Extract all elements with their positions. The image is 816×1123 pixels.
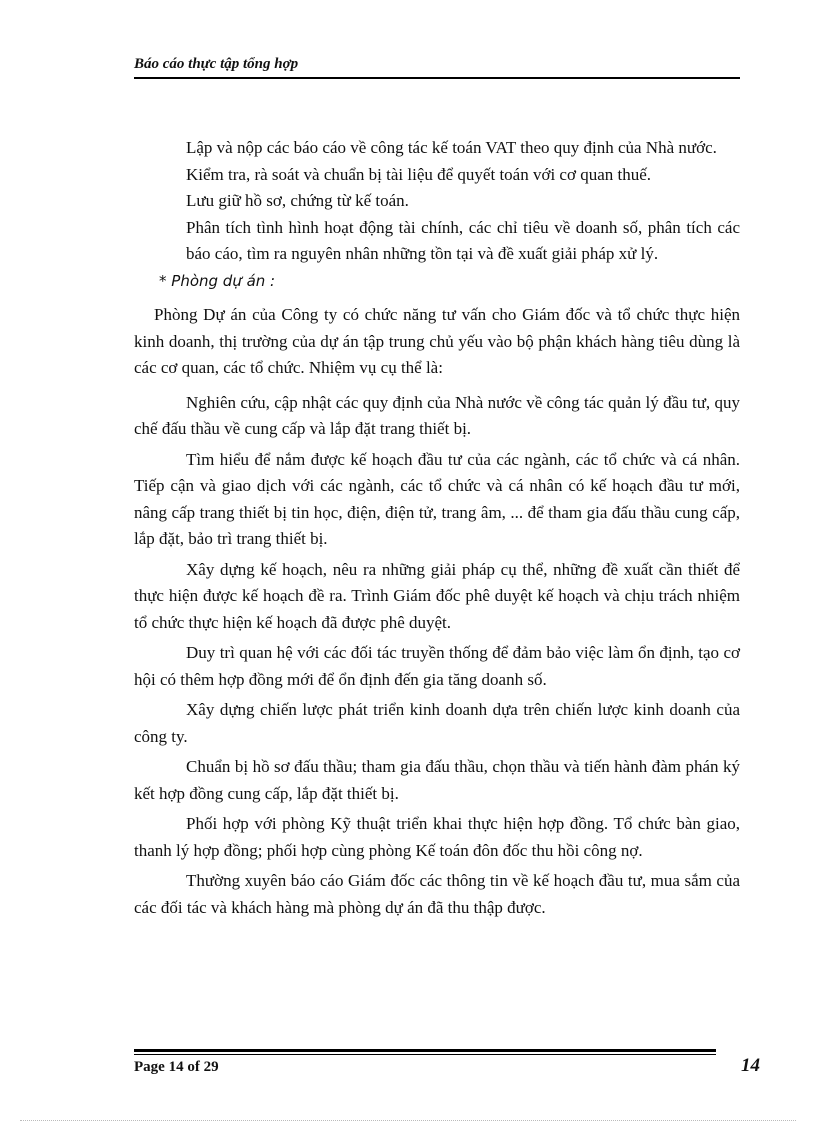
paragraph: Thường xuyên báo cáo Giám đốc các thông tin về kế hoạch đầu tư, mua sắm của các đối tác và khách hàng mà phòng dự án đã thu thập được.	[134, 871, 740, 917]
paragraph: Nghiên cứu, cập nhật các quy định của Nhà nước về công tác quản lý đầu tư, quy chế đấu thầu về cung cấp và lắp đặt trang thiết bị.	[134, 392, 740, 438]
page-footer	[134, 1049, 760, 1076]
paragraph: Tìm hiểu để nắm được kế hoạch đầu tư của các ngành, các tổ chức và cá nhân. Tiếp cận và giao dịch với các ngành, các tổ chức và cá nhân có kế hoạch đầu tư mới, nâng cấp trang thiết bị tin học, điện, điện tử, trang âm, ... để tham gia đấu thầu cung cấp, lắp đặt, bảo trì trang thiết bị.	[134, 449, 740, 548]
page-header	[134, 56, 740, 79]
page-body	[134, 135, 740, 921]
paragraph: Kiểm tra, rà soát và chuẩn bị tài liệu để quyết toán với cơ quan thuế.	[186, 164, 652, 184]
paragraph: Chuẩn bị hồ sơ đấu thầu; tham gia đấu thầu, chọn thầu và tiến hành đàm phán ký kết hợp đồng cung cấp, lắp đặt thiết bị.	[134, 757, 740, 803]
footer-rule	[134, 1049, 716, 1052]
paragraph: Lưu giữ hồ sơ, chứng từ kế toán.	[186, 191, 409, 210]
paragraph: Phối hợp với phòng Kỹ thuật triển khai thực hiện hợp đồng. Tổ chức bàn giao, thanh lý hợp đồng; phối hợp cùng phòng Kế toán đôn đốc thu hồi công nợ.	[134, 814, 740, 860]
header-rule	[134, 77, 740, 79]
paragraph: Xây dựng chiến lược phát triển kinh doanh dựa trên chiến lược kinh doanh của công ty.	[134, 700, 740, 746]
paragraph: Phân tích tình hình hoạt động tài chính, các chỉ tiêu về doanh số, phân tích các báo cáo, tìm ra nguyên nhân những tồn tại và đề xuất giải pháp xử lý.	[186, 217, 740, 263]
paragraph: Xây dựng kế hoạch, nêu ra những giải pháp cụ thể, những đề xuất cần thiết để thực hiện được kế hoạch đề ra. Trình Giám đốc phê duyệt kế hoạch và chịu trách nhiệm tổ chức thực hiện kế hoạch đã được phê duyệt.	[134, 559, 740, 632]
section-intro: Phòng Dự án của Công ty có chức năng tư vấn cho Giám đốc và tổ chức thực hiện kinh doanh, thị trường của dự án tập trung chủ yếu vào bộ phận khách hàng tiêu dùng là các cơ quan, các tổ chức. Nhiệm vụ cụ thể là:	[134, 305, 740, 377]
paragraph: Lập và nộp các báo cáo về công tác kế toán VAT theo quy định của Nhà nước.	[186, 138, 717, 157]
footer-rule-thin	[134, 1054, 716, 1055]
section-heading: * Phòng dự án :	[159, 271, 276, 290]
page-number: 14	[741, 1055, 760, 1076]
page-count-label: Page 14 of 29	[134, 1059, 219, 1075]
page-edge-divider	[20, 1120, 796, 1121]
document-title: Báo cáo thực tập tổng hợp	[134, 56, 299, 72]
paragraph: Duy trì quan hệ với các đối tác truyền thống để đảm bảo việc làm ổn định, tạo cơ hội có thêm hợp đồng mới để ổn định đến gia tăng doanh số.	[134, 643, 740, 689]
